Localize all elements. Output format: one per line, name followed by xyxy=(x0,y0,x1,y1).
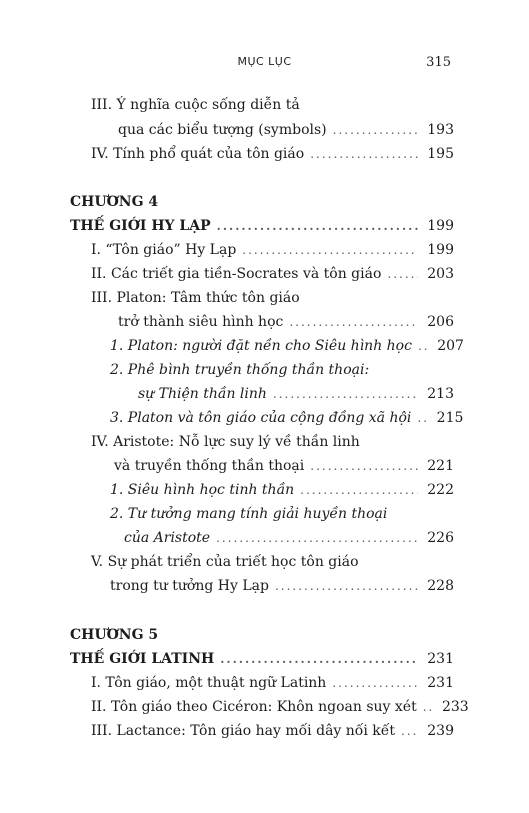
page-header xyxy=(0,55,529,75)
leader-dots xyxy=(300,478,418,502)
leader-dots xyxy=(289,310,418,334)
toc-heading: IV. Aristote: Nỗ lực suy lý về thần linh xyxy=(91,434,360,450)
chapter-number: CHƯƠNG 5 xyxy=(70,627,159,643)
leader-dots xyxy=(275,574,418,598)
chapter-title-entry: THẾ GIỚI HY LẠP ..... 199 xyxy=(0,214,454,238)
toc-entry: II. Các triết gia tiền-Socrates và tôn giáo ..... 203 xyxy=(0,262,454,286)
leader-dots xyxy=(423,695,433,719)
toc-entry: I. Tôn giáo, một thuật ngữ Latinh ..... 231 xyxy=(0,671,454,695)
toc-subentry: 1. Platon: người đặt nền cho Siêu hình học ..... 207 xyxy=(0,334,454,358)
leader-dots xyxy=(333,118,418,142)
toc-subheading: 2. Tư tưởng mang tính giải huyền thoại xyxy=(110,506,388,522)
leader-dots xyxy=(217,214,418,238)
toc-entry: III. Lactance: Tôn giáo hay mối dây nối kết ..... 239 xyxy=(0,719,454,743)
toc-entry: II. Tôn giáo theo Cicéron: Khôn ngoan suy xét ..... 233 xyxy=(0,695,454,719)
toc-subentry: 3. Platon và tôn giáo của cộng đồng xã hội ..... 215 xyxy=(0,406,454,430)
page-number: 315 xyxy=(426,55,451,70)
toc-subentry: 1. Siêu hình học tinh thần ..... 222 xyxy=(0,478,454,502)
toc-entry: trở thành siêu hình học ..... 206 xyxy=(0,310,454,334)
leader-dots xyxy=(387,262,418,286)
toc-entry: IV. Tính phổ quát của tôn giáo ..... 195 xyxy=(0,142,454,166)
toc-heading: V. Sự phát triển của triết học tôn giáo xyxy=(91,554,359,570)
toc-entry: và truyền thống thần thoại ..... 221 xyxy=(0,454,454,478)
leader-dots xyxy=(310,142,418,166)
leader-dots xyxy=(310,454,418,478)
toc-subentry: sự Thiện thần linh ..... 213 xyxy=(0,382,454,406)
leader-dots xyxy=(417,406,427,430)
toc-heading: III. Platon: Tâm thức tôn giáo xyxy=(91,290,300,306)
chapter-number: CHƯƠNG 4 xyxy=(70,194,159,210)
toc-subentry: của Aristote ..... 226 xyxy=(0,526,454,550)
toc-heading: III. Ý nghĩa cuộc sống diễn tả xyxy=(91,97,300,113)
running-title: MỤC LỤC xyxy=(237,55,292,68)
chapter-title-entry: THẾ GIỚI LATINH ..... 231 xyxy=(0,647,454,671)
toc-subheading: 2. Phê bình truyền thống thần thoại: xyxy=(110,362,370,378)
toc-entry: trong tư tưởng Hy Lạp ..... 228 xyxy=(0,574,454,598)
leader-dots xyxy=(273,382,418,406)
toc-entry: I. “Tôn giáo” Hy Lạp ..... 199 xyxy=(0,238,454,262)
leader-dots xyxy=(216,526,418,550)
leader-dots xyxy=(418,334,428,358)
leader-dots xyxy=(220,647,418,671)
toc-entry: qua các biểu tượng (symbols) ..... 193 xyxy=(0,118,454,142)
leader-dots xyxy=(242,238,418,262)
leader-dots xyxy=(401,719,418,743)
leader-dots xyxy=(332,671,418,695)
